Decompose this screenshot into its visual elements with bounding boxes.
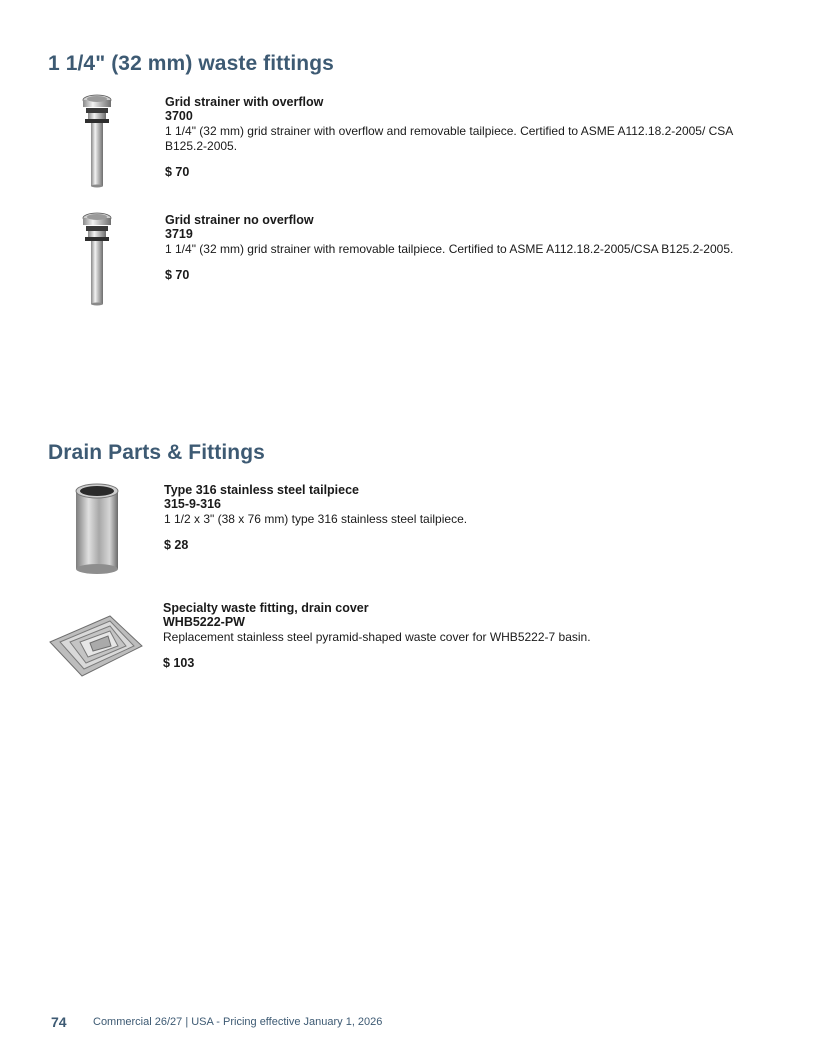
product-name: Grid strainer no overflow: [165, 213, 314, 227]
product-description: 1 1/4" (32 mm) grid strainer with removable tailpiece. Certified to ASME A112.18.2-2005/CSA B125.2-2005.: [165, 242, 734, 256]
product-sku: WHB5222-PW: [163, 615, 245, 629]
product-price: $ 103: [163, 656, 195, 670]
product-price: $ 70: [165, 165, 190, 179]
product-description: Replacement stainless steel pyramid-shaped waste cover for WHB5222-7 basin.: [163, 630, 591, 644]
product-name: Grid strainer with overflow: [165, 95, 324, 109]
section-title-drain-parts: Drain Parts & Fittings: [48, 441, 265, 464]
product-sku: 3700: [165, 109, 193, 123]
section-title-waste-fittings: 1 1/4" (32 mm) waste fittings: [48, 52, 334, 75]
product-grid-strainer-no-overflow: [165, 213, 765, 282]
product-name: Type 316 stainless steel tailpiece: [164, 483, 360, 497]
page-number: 74: [51, 1014, 67, 1030]
footer-text: Commercial 26/27 | USA - Pricing effective January 1, 2026: [93, 1016, 383, 1028]
drain-cover-image: [48, 612, 144, 678]
product-description: 1 1/2 x 3" (38 x 76 mm) type 316 stainless steel tailpiece.: [164, 512, 468, 526]
grid-strainer-overflow-image: [80, 94, 114, 188]
product-tailpiece: [164, 483, 764, 552]
product-drain-cover: [163, 601, 763, 670]
product-price: $ 70: [165, 268, 190, 282]
product-sku: 3719: [165, 227, 193, 241]
grid-strainer-no-overflow-image: [80, 212, 114, 306]
product-name: Specialty waste fitting, drain cover: [163, 601, 369, 615]
product-price: $ 28: [164, 538, 189, 552]
tailpiece-image: [73, 482, 121, 576]
product-grid-strainer-overflow: [165, 95, 765, 179]
product-sku: 315-9-316: [164, 497, 221, 511]
product-description: 1 1/4" (32 mm) grid strainer with overflow and removable tailpiece. Certified to ASME A112.18.2-2005/ CSA B125.2-2005.: [165, 124, 733, 153]
